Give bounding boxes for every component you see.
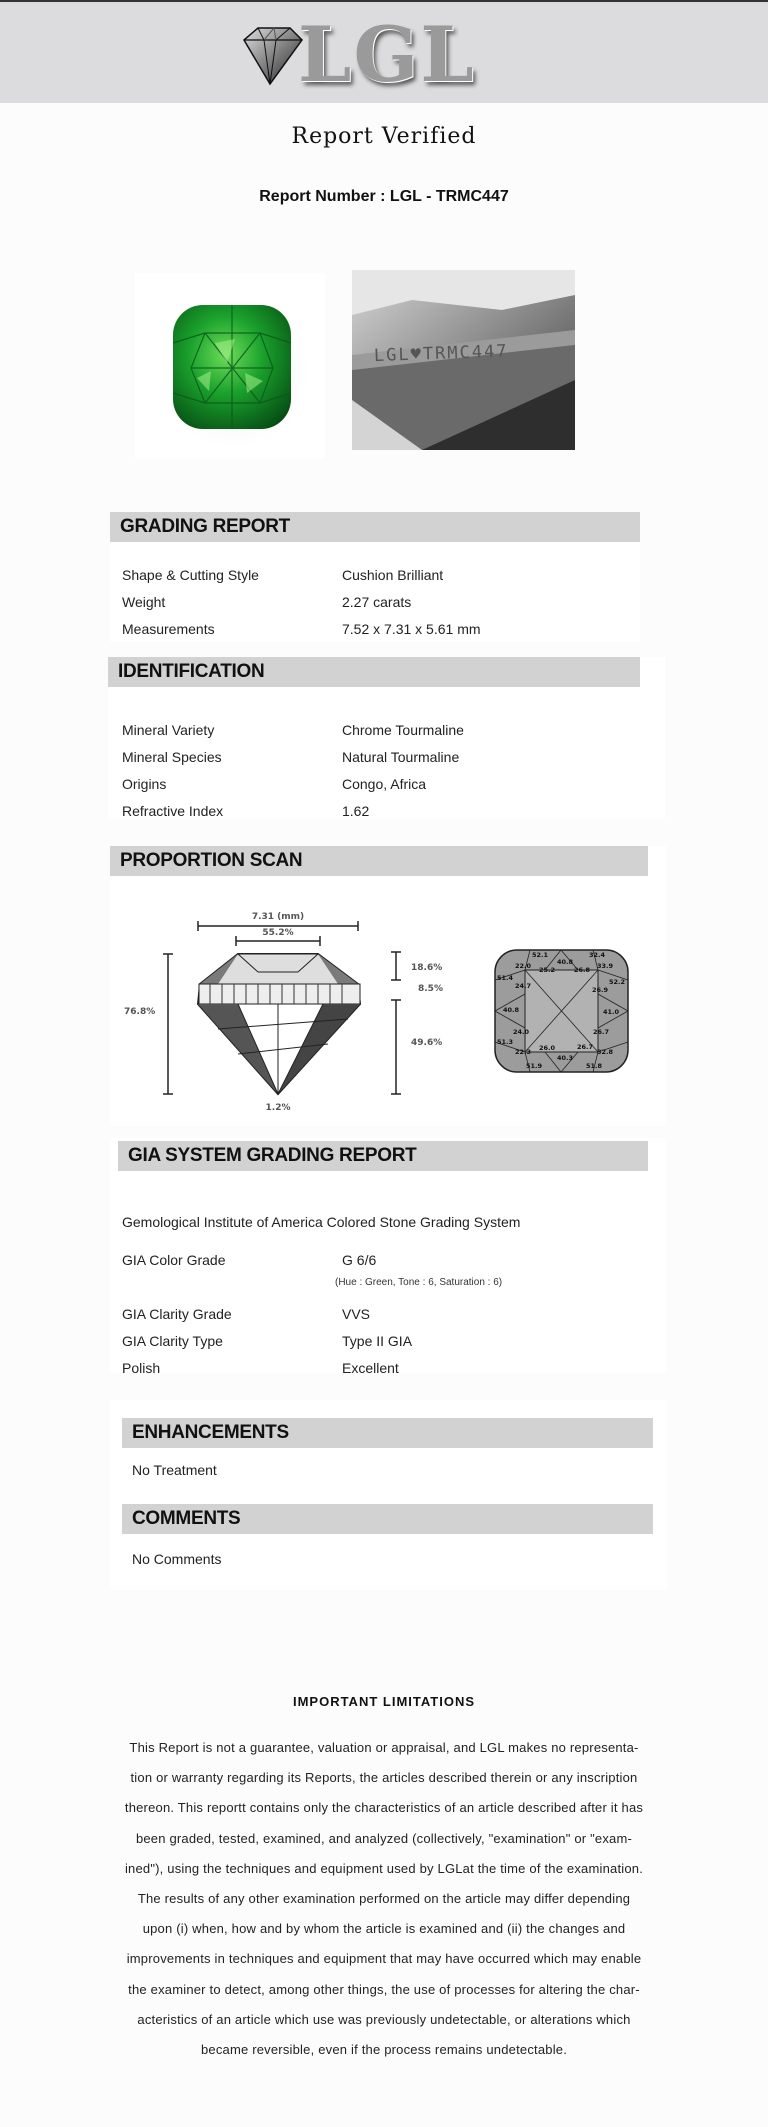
proportion-scan-heading: PROPORTION SCAN — [110, 846, 648, 876]
site-header — [0, 2, 768, 103]
top-label-11: 52.2 — [609, 978, 626, 986]
weight-label: Weight — [122, 594, 166, 610]
mineral-variety-value: Chrome Tourmaline — [342, 722, 464, 738]
gemstone-photo — [135, 273, 325, 459]
table-label: 55.2% — [262, 928, 294, 938]
limitations-text — [118, 1733, 650, 2065]
gia-clarity-grade-label: GIA Clarity Grade — [122, 1306, 232, 1322]
gia-clarity-type-value: Type II GIA — [342, 1333, 413, 1349]
limitations-line: thereon. This reportt contains only the characteristics of an article described after it has — [124, 1800, 644, 1816]
proportion-profile-diagram — [118, 904, 448, 1116]
gia-color-label: GIA Color Grade — [122, 1252, 226, 1268]
identification-section — [108, 657, 665, 819]
top-label-13: 41.0 — [603, 1008, 620, 1016]
top-label-6: 26.8 — [574, 966, 591, 974]
mineral-species-value: Natural Tourmaline — [342, 749, 460, 765]
gia-clarity-type-label: GIA Clarity Type — [122, 1333, 223, 1349]
gia-section — [110, 1138, 666, 1376]
limitations-line: became reversible, even if the process remains undetectable. — [200, 2042, 568, 2058]
mineral-species-label: Mineral Species — [122, 749, 222, 765]
top-label-2: 32.4 — [589, 951, 606, 959]
grading-report-heading: GRADING REPORT — [110, 512, 640, 542]
top-label-17: 26.7 — [577, 1043, 594, 1051]
total-depth-label: 76.8% — [124, 1007, 156, 1017]
limitations-heading: IMPORTANT LIMITATIONS — [292, 1694, 476, 1709]
enhancements-comments-section — [110, 1400, 667, 1590]
comments-value: No Comments — [132, 1551, 222, 1567]
origins-label: Origins — [122, 776, 167, 792]
proportion-top-view-diagram — [475, 904, 645, 1116]
culet-label: 1.2% — [265, 1103, 291, 1113]
laser-inscription-photo — [352, 270, 575, 450]
comments-heading: COMMENTS — [122, 1504, 653, 1534]
shape-label: Shape & Cutting Style — [122, 567, 259, 583]
limitations-line: This Report is not a guarantee, valuation or appraisal, and LGL makes no representa- — [129, 1740, 639, 1755]
inscription-text: LGL♥TRMC447 — [373, 341, 509, 367]
polish-value: Excellent — [342, 1360, 399, 1376]
lgl-logo[interactable] — [236, 10, 486, 99]
refractive-index-label: Refractive Index — [122, 803, 224, 819]
refractive-index-value: 1.62 — [342, 803, 370, 819]
shape-value: Cushion Brilliant — [342, 567, 444, 583]
proportion-scan-section — [110, 846, 666, 1126]
measurements-value: 7.52 x 7.31 x 5.61 mm — [342, 621, 481, 637]
top-label-10: 26.9 — [592, 986, 609, 994]
limitations-line: improvements in techniques and equipment that may have occurred which may enable — [126, 1951, 642, 1967]
width-label: 7.31 (mm) — [251, 912, 305, 922]
top-label-7: 33.9 — [597, 962, 614, 970]
gia-heading: GIA SYSTEM GRADING REPORT — [118, 1141, 648, 1171]
measurements-label: Measurements — [122, 621, 215, 637]
logo-text: LGL — [298, 10, 476, 99]
pavilion-label: 49.6% — [411, 1038, 443, 1048]
top-label-18: 22.3 — [515, 1048, 532, 1056]
diamond-logo-icon — [236, 26, 306, 88]
limitations-line: ined"), using the techniques and equipment used by LGLat the time of the examination. — [124, 1860, 644, 1876]
top-label-3: 40.8 — [557, 958, 574, 966]
page-title: Report Verified — [291, 124, 477, 149]
limitations-line: been graded, tested, examined, and analyzed (collectively, "examination" or "exam- — [135, 1830, 633, 1846]
top-label-12: 40.8 — [503, 1006, 520, 1014]
top-label-5: 25.2 — [539, 966, 556, 974]
top-label-20: 32.8 — [597, 1048, 614, 1056]
gia-color-value: G 6/6 — [342, 1252, 377, 1268]
top-label-1: 52.1 — [532, 951, 549, 959]
limitations-line: the examiner to detect, among other things, the use of processes for altering the char- — [128, 1981, 640, 1997]
enhancements-value: No Treatment — [132, 1462, 217, 1478]
top-label-4: 22.0 — [515, 962, 532, 970]
limitations-line: acteristics of an article which use was previously undetectable, or alterations which — [137, 2011, 631, 2027]
limitations-line: The results of any other examination performed on the article may differ depending — [137, 1891, 631, 1907]
girdle-label: 8.5% — [418, 984, 443, 994]
identification-heading: IDENTIFICATION — [108, 657, 640, 687]
mineral-variety-label: Mineral Variety — [122, 722, 215, 738]
gia-system-name: Gemological Institute of America Colored Stone Grading System — [122, 1214, 521, 1230]
top-label-8: 51.4 — [497, 974, 514, 982]
top-label-21: 40.3 — [557, 1054, 574, 1062]
gia-color-note: (Hue : Green, Tone : 6, Saturation : 6) — [335, 1277, 503, 1288]
origins-value: Congo, Africa — [342, 776, 427, 792]
limitations-line: tion or warranty regarding its Reports, the articles described therein or any inscription — [130, 1770, 638, 1786]
top-label-23: 51.8 — [586, 1062, 603, 1070]
grading-report-section — [110, 512, 640, 642]
weight-value: 2.27 carats — [342, 594, 412, 610]
top-label-22: 51.9 — [526, 1062, 543, 1070]
polish-label: Polish — [122, 1360, 161, 1376]
limitations-line: upon (i) when, how and by whom the article is examined and (ii) the changes and — [142, 1921, 626, 1937]
top-label-14: 24.0 — [513, 1028, 530, 1036]
top-label-19: 26.0 — [539, 1044, 556, 1052]
enhancements-heading: ENHANCEMENTS — [122, 1418, 653, 1448]
report-number: Report Number : LGL - TRMC447 — [259, 188, 509, 205]
top-label-9: 24.7 — [515, 982, 532, 990]
gia-clarity-grade-value: VVS — [342, 1306, 371, 1322]
top-label-15: 26.7 — [593, 1028, 610, 1036]
crown-label: 18.6% — [411, 963, 443, 973]
top-label-16: 51.3 — [497, 1038, 514, 1046]
